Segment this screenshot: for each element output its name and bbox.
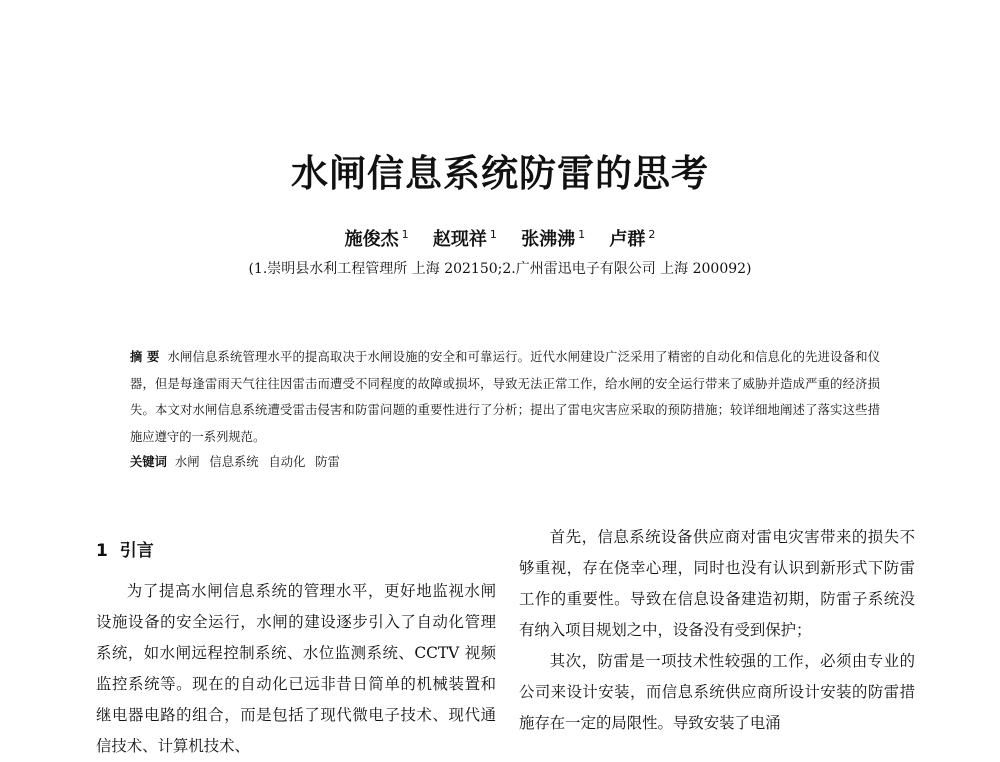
section-heading: 1 引言 xyxy=(96,541,154,561)
body-paragraph: 为了提高水闸信息系统的管理水平，更好地监视水闸设施设备的安全运行，水闸的建设逐步引入了自动化管理系统，如水闸远程控制系统、水位监测系统、CCTV 视频监控系统等。现在的自动化已远非昔日简单的机械装置和继电器电路的组合，而是包括了现代微电子技术、现代通信技术、计算机技术、 xyxy=(96,582,496,755)
keywords xyxy=(130,452,340,470)
author-list xyxy=(0,225,1000,251)
body-paragraph: 其次，防雷是一项技术性较强的工作，必须由专业的公司来设计安装，而信息系统供应商所设计安装的防雷措施存在一定的局限性。导致安装了电涌 xyxy=(519,652,915,732)
body-paragraph: 首先，信息系统设备供应商对雷电灾害带来的损失不够重视，存在侥幸心理，同时也没有认识到新形式下防雷工作的重要性。导致在信息设备建造初期，防雷子系统没有纳入项目规划之中，设备没有受到保护； xyxy=(519,528,915,639)
left-column xyxy=(96,522,496,762)
keywords-label: 关键词 xyxy=(130,455,167,469)
author-name: 施俊杰 $^1$ xyxy=(344,228,409,250)
paper-title: 水闸信息系统防雷的思考 xyxy=(291,152,709,195)
abstract xyxy=(130,344,880,450)
keywords-text: 水闸 信息系统 自动化 防雷 xyxy=(174,455,340,469)
abstract-text: 水闸信息系统管理水平的提高取决于水闸设施的安全和可靠运行。近代水闸建设广泛采用了精密的自动化和信息化的先进设备和仪器，但是每逢雷雨天气往往因雷击而遭受不同程度的故障或损坏，导致无法正常工作，给水闸的安全运行带来了威胁并造成严重的经济损失。本文对水闸信息系统遭受雷击侵害和防雷问题的重要性进行了分析；提出了雷电灾害应采取的预防措施；较详细地阐述了落实这些措施应遵守的一系列规范。 xyxy=(130,350,880,444)
affiliation: (1.崇明县水利工程管理所 上海 202150;2.广州雷迅电子有限公司 上海 200092) xyxy=(248,261,752,277)
author-name: 张沸沸 $^1$ xyxy=(521,228,586,250)
abstract-label: 摘 要 xyxy=(130,350,160,364)
right-column xyxy=(519,522,915,739)
author-name: 赵现祥 $^1$ xyxy=(432,228,497,250)
author-name: 卢群 $^2$ xyxy=(609,228,656,250)
